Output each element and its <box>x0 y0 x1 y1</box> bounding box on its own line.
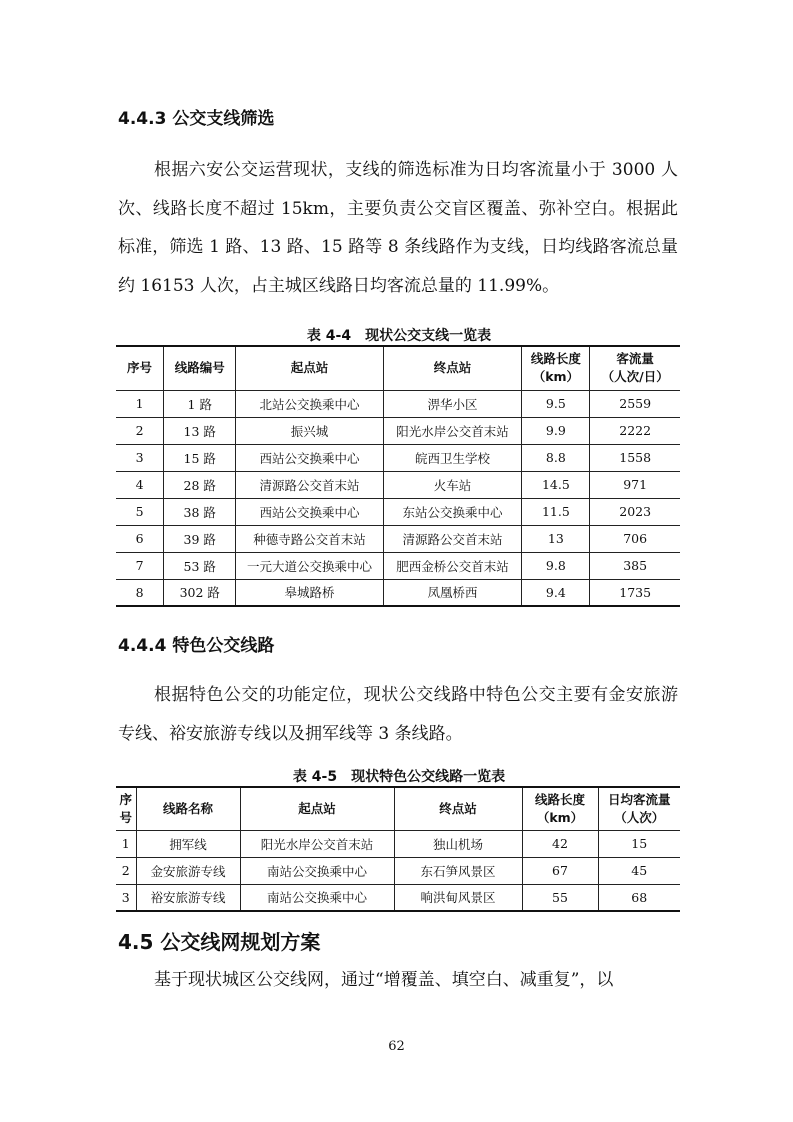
table-row <box>116 417 680 444</box>
header-end: 终点站 <box>383 346 522 390</box>
cell: 南站公交换乘中心 <box>240 857 394 884</box>
cell: 1558 <box>590 444 680 471</box>
table-4-5-caption: 表 4-5 现状特色公交线路一览表 <box>292 769 506 785</box>
cell: 11.5 <box>522 498 590 525</box>
header-length-label: 线路长度 <box>534 791 585 807</box>
section-heading-4-4-3: 4.4.3 公交支线筛选 <box>118 109 275 129</box>
header-seq: 序号 <box>116 787 136 830</box>
cell: 种德寺路公交首末站 <box>236 525 383 552</box>
cell: 28 路 <box>164 471 236 498</box>
cell: 9.5 <box>522 390 590 417</box>
cell: 68 <box>598 884 680 911</box>
cell: 金安旅游专线 <box>136 857 240 884</box>
cell: 2 <box>116 417 164 444</box>
cell: 凤凰桥西 <box>383 579 522 606</box>
cell: 阳光水岸公交首末站 <box>383 417 522 444</box>
table-row <box>116 444 680 471</box>
cell: 4 <box>116 471 164 498</box>
table-row <box>116 498 680 525</box>
cell: 9.4 <box>522 579 590 606</box>
header-seq: 序号 <box>116 346 164 390</box>
cell: 39 路 <box>164 525 236 552</box>
header-length-unit: （km） <box>536 809 584 825</box>
header-flow-label: 日均客流量 <box>607 791 671 807</box>
header-line-number: 线路编号 <box>164 346 236 390</box>
header-start: 起点站 <box>236 346 383 390</box>
header-length <box>522 787 598 830</box>
cell: 响洪甸风景区 <box>394 884 522 911</box>
table-row <box>116 525 680 552</box>
cell: 裕安旅游专线 <box>136 884 240 911</box>
cell: 7 <box>116 552 164 579</box>
table-row <box>116 884 680 911</box>
cell: 1 <box>116 830 136 857</box>
cell: 55 <box>522 884 598 911</box>
cell: 13 <box>522 525 590 552</box>
cell: 45 <box>598 857 680 884</box>
cell: 1735 <box>590 579 680 606</box>
cell: 清源路公交首末站 <box>383 525 522 552</box>
cell: 15 <box>598 830 680 857</box>
section-heading-4-5: 4.5 公交线网规划方案 <box>118 930 321 954</box>
page-number: 62 <box>388 1039 405 1054</box>
cell: 皖西卫生学校 <box>383 444 522 471</box>
cell: 独山机场 <box>394 830 522 857</box>
table-4-4-caption: 表 4-4 现状公交支线一览表 <box>306 328 492 344</box>
cell: 清源路公交首末站 <box>236 471 383 498</box>
section-heading-4-4-4: 4.4.4 特色公交线路 <box>118 636 275 656</box>
cell: 南站公交换乘中心 <box>240 884 394 911</box>
paragraph-special-lines: 根据特色公交的功能定位，现状公交线路中特色公交主要有金安旅游专线、裕安旅游专线以及拥军线等 3 条线路。 <box>118 685 678 744</box>
cell: 13 路 <box>164 417 236 444</box>
cell: 42 <box>522 830 598 857</box>
cell: 2559 <box>590 390 680 417</box>
cell: 西站公交换乘中心 <box>236 444 383 471</box>
cell: 西站公交换乘中心 <box>236 498 383 525</box>
special-lines-table <box>116 786 680 912</box>
cell: 6 <box>116 525 164 552</box>
cell: 15 路 <box>164 444 236 471</box>
table-row <box>116 390 680 417</box>
cell: 8.8 <box>522 444 590 471</box>
cell: 拥军线 <box>136 830 240 857</box>
header-length-unit: （km） <box>532 369 580 385</box>
table-header-row <box>116 787 680 830</box>
cell: 火车站 <box>383 471 522 498</box>
cell: 振兴城 <box>236 417 383 444</box>
header-line-name: 线路名称 <box>136 787 240 830</box>
cell: 53 路 <box>164 552 236 579</box>
header-flow <box>590 346 680 390</box>
table-row <box>116 830 680 857</box>
paragraph-network-plan: 基于现状城区公交线网，通过“增覆盖、填空白、减重复”，以 <box>154 970 614 990</box>
cell: 1 路 <box>164 390 236 417</box>
cell: 2 <box>116 857 136 884</box>
branch-lines-table <box>116 345 680 607</box>
header-length-label: 线路长度 <box>530 351 581 367</box>
cell: 3 <box>116 884 136 911</box>
table-row <box>116 471 680 498</box>
cell: 8 <box>116 579 164 606</box>
cell: 9.8 <box>522 552 590 579</box>
cell: 5 <box>116 498 164 525</box>
cell: 302 路 <box>164 579 236 606</box>
cell: 一元大道公交换乘中心 <box>236 552 383 579</box>
cell: 14.5 <box>522 471 590 498</box>
table-row <box>116 857 680 884</box>
paragraph-branch-lines: 根据六安公交运营现状，支线的筛选标准为日均客流量小于 3000 人次、线路长度不超过 15km，主要负责公交盲区覆盖、弥补空白。根据此标准，筛选 1 路、13 路、15 路等 8 条线路作为支线，日均线路客流总量约 16153 人次，占主城区线路日均客流总量的 11.99%。 <box>118 160 678 296</box>
cell: 3 <box>116 444 164 471</box>
header-flow-label: 客流量 <box>616 351 654 367</box>
cell: 北站公交换乘中心 <box>236 390 383 417</box>
cell: 385 <box>590 552 680 579</box>
header-end: 终点站 <box>394 787 522 830</box>
table-header-row <box>116 346 680 390</box>
cell: 肥西金桥公交首末站 <box>383 552 522 579</box>
header-length <box>522 346 590 390</box>
cell: 淠华小区 <box>383 390 522 417</box>
cell: 皋城路桥 <box>236 579 383 606</box>
header-daily-flow <box>598 787 680 830</box>
cell: 9.9 <box>522 417 590 444</box>
cell: 2222 <box>590 417 680 444</box>
table-row <box>116 552 680 579</box>
cell: 38 路 <box>164 498 236 525</box>
header-flow-unit: （人次） <box>614 809 665 825</box>
cell: 东石笋风景区 <box>394 857 522 884</box>
cell: 1 <box>116 390 164 417</box>
header-start: 起点站 <box>240 787 394 830</box>
cell: 东站公交换乘中心 <box>383 498 522 525</box>
cell: 阳光水岸公交首末站 <box>240 830 394 857</box>
cell: 706 <box>590 525 680 552</box>
header-flow-unit: （人次/日） <box>601 369 669 385</box>
cell: 67 <box>522 857 598 884</box>
cell: 2023 <box>590 498 680 525</box>
cell: 971 <box>590 471 680 498</box>
table-row <box>116 579 680 606</box>
